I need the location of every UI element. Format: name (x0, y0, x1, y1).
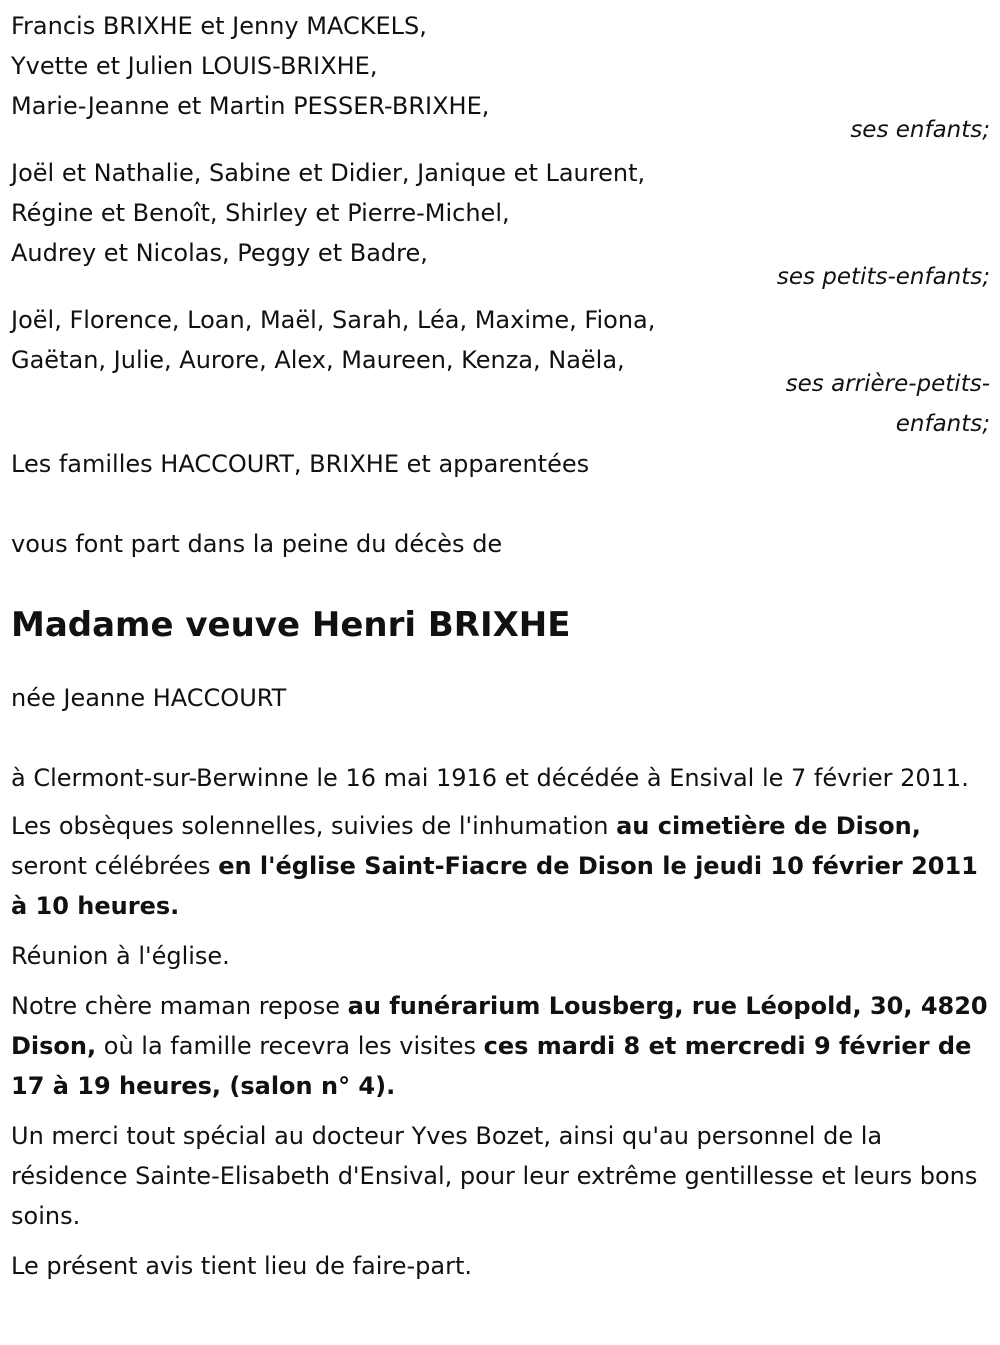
funeral-church-date: en l'église Saint-Fiacre de Dison le jeudi 10 février 2011 à 10 heures. (11, 852, 978, 920)
birth-death-paragraph: à Clermont-sur-Berwinne le 16 mai 1916 et décédée à Ensival le 7 février 2011. (11, 764, 969, 792)
children-line-3: Marie-Jeanne et Martin PESSER-BRIXHE, (11, 92, 490, 120)
grandchildren-section (11, 153, 990, 297)
children-section (11, 0, 990, 150)
grandchildren-line-2: Régine et Benoît, Shirley et Pierre-Michel, (11, 199, 510, 227)
rest-visiting-hours: ces mardi 8 et mercredi 9 février de 17 à 19 heures, (salon n° 4). (11, 1032, 972, 1100)
funeral-paragraph (11, 806, 990, 926)
maiden-name: née Jeanne HACCOURT (11, 684, 287, 712)
funeral-cemetery: au cimetière de Dison, (616, 812, 921, 840)
grandchildren-line-3: Audrey et Nicolas, Peggy et Badre, (11, 239, 428, 267)
closing-paragraph: Le présent avis tient lieu de faire-part. (11, 1252, 473, 1280)
thanks-paragraph: Un merci tout spécial au docteur Yves Bozet, ainsi qu'au personnel de la résidence Sainte-Elisabeth d'Ensival, pour leur extrême gentillesse et leurs bons soins. (11, 1122, 978, 1230)
announcement-line: vous font part dans la peine du décès de (11, 530, 503, 558)
rest-paragraph (11, 986, 990, 1106)
great-grandchildren-role-1: ses arrière-petits- (785, 371, 990, 397)
great-grandchildren-role-2: enfants; (895, 411, 990, 437)
funeral-text-1: Les obsèques solennelles, suivies de l'inhumation (11, 812, 617, 840)
deceased-name: Madame veuve Henri BRIXHE (11, 605, 571, 645)
rest-funeral-home: au funérarium Lousberg, rue Léopold, 30, 4820 Dison, (11, 992, 988, 1060)
families-line: Les familles HACCOURT, BRIXHE et apparentées (11, 450, 590, 478)
great-grandchildren-line-2: Gaëtan, Julie, Aurore, Alex, Maureen, Kenza, Naëla, (11, 346, 625, 374)
rest-text-2: où la famille recevra les visites (96, 1032, 484, 1060)
great-grandchildren-section (11, 300, 990, 444)
grandchildren-line-1: Joël et Nathalie, Sabine et Didier, Janique et Laurent, (11, 159, 646, 187)
great-grandchildren-line-1: Joël, Florence, Loan, Maël, Sarah, Léa, Maxime, Fiona, (11, 306, 656, 334)
rest-text-1: Notre chère maman repose (11, 992, 348, 1020)
grandchildren-role: ses petits-enfants; (776, 264, 990, 290)
children-line-2: Yvette et Julien LOUIS-BRIXHE, (11, 52, 378, 80)
children-line-1: Francis BRIXHE et Jenny MACKELS, (11, 12, 427, 40)
reunion-paragraph: Réunion à l'église. (11, 942, 230, 970)
children-role: ses enfants; (850, 117, 990, 143)
funeral-text-2: seront célébrées (11, 852, 219, 880)
